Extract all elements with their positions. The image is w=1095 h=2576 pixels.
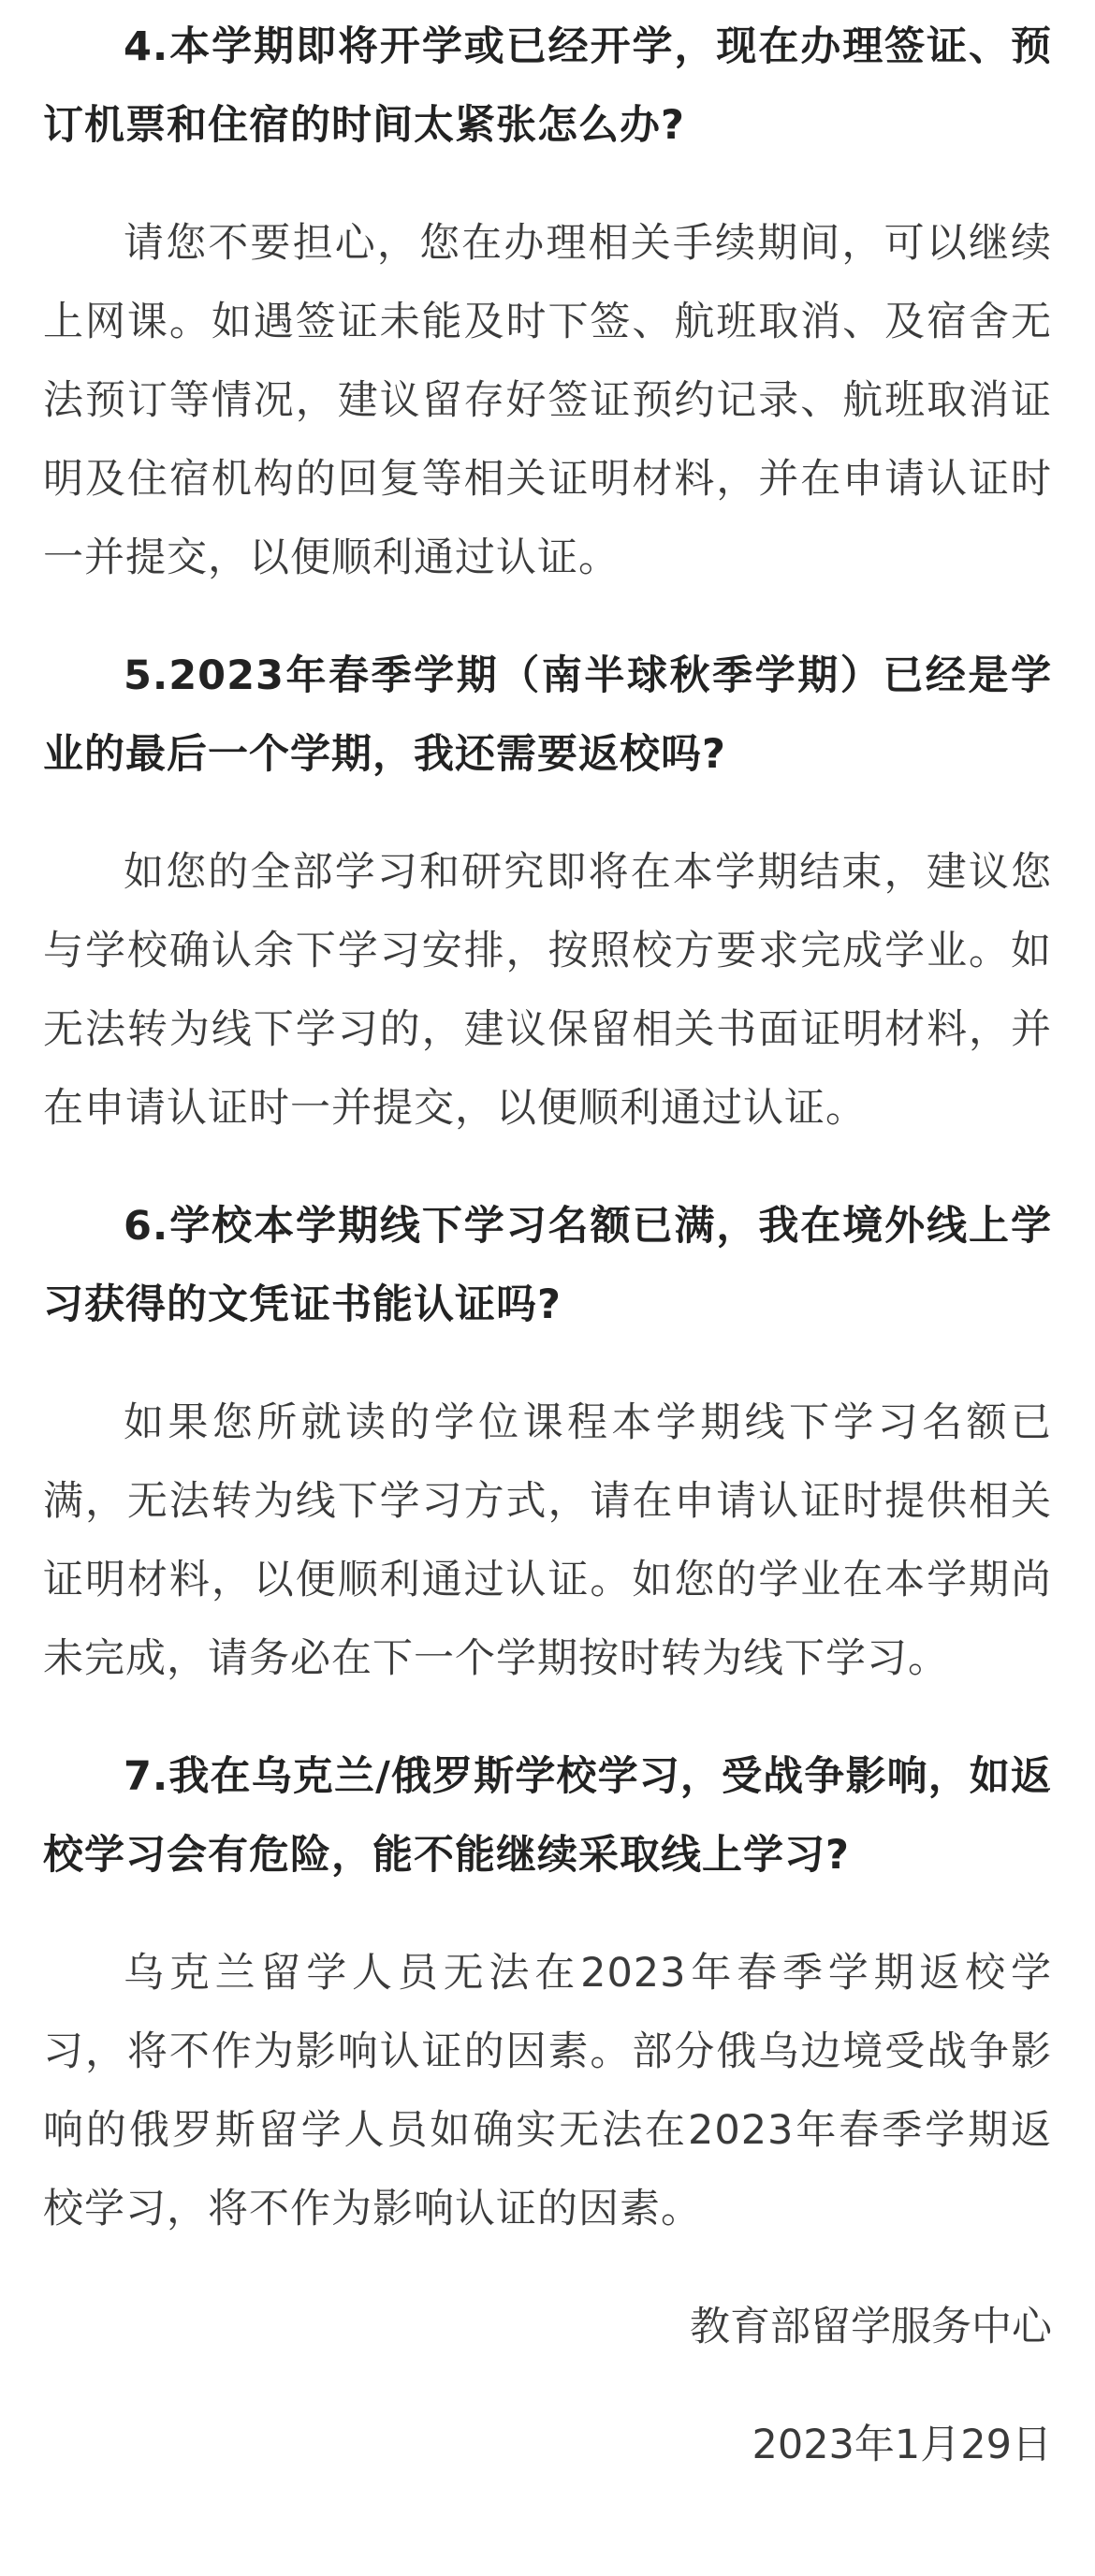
answer-7: 乌克兰留学人员无法在2023年春季学期返校学习，将不作为影响认证的因素。部分俄乌边境受战争影响的俄罗斯留学人员如确实无法在2023年春季学期返校学习，将不作为影响认证的因素。: [43, 1950, 1052, 2232]
question-4: 4.本学期即将开学或已经开学，现在办理签证、预订机票和住宿的时间太紧张怎么办?: [43, 23, 1052, 149]
question-5: 5.2023年春季学期（南半球秋季学期）已经是学业的最后一个学期，我还需要返校吗?: [43, 652, 1052, 778]
answer-4: 请您不要担心，您在办理相关手续期间，可以继续上网课。如遇签证未能及时下签、航班取消、及宿舍无法预订等情况，建议留存好签证预约记录、航班取消证明及住宿机构的回复等相关证明材料，并在申请认证时一并提交，以便顺利通过认证。: [43, 220, 1052, 581]
article-body: [43, 0, 1052, 2484]
question-6: 6.学校本学期线下学习名额已满，我在境外线上学习获得的文凭证书能认证吗?: [43, 1203, 1052, 1328]
answer-5: 如您的全部学习和研究即将在本学期结束，建议您与学校确认余下学习安排，按照校方要求完成学业。如无法转为线下学习的，建议保留相关书面证明材料，并在申请认证时一并提交，以便顺利通过认证。: [43, 849, 1052, 1132]
answer-6: 如果您所就读的学位课程本学期线下学习名额已满，无法转为线下学习方式，请在申请认证时提供相关证明材料，以便顺利通过认证。如您的学业在本学期尚未完成，请务必在下一个学期按时转为线下学习。: [43, 1399, 1052, 1682]
signature: 教育部留学服务中心: [690, 2304, 1052, 2350]
publish-date: 2023年1月29日: [752, 2422, 1052, 2468]
question-7: 7.我在乌克兰/俄罗斯学校学习，受战争影响，如返校学习会有危险，能不能继续采取线上学习?: [43, 1753, 1052, 1879]
